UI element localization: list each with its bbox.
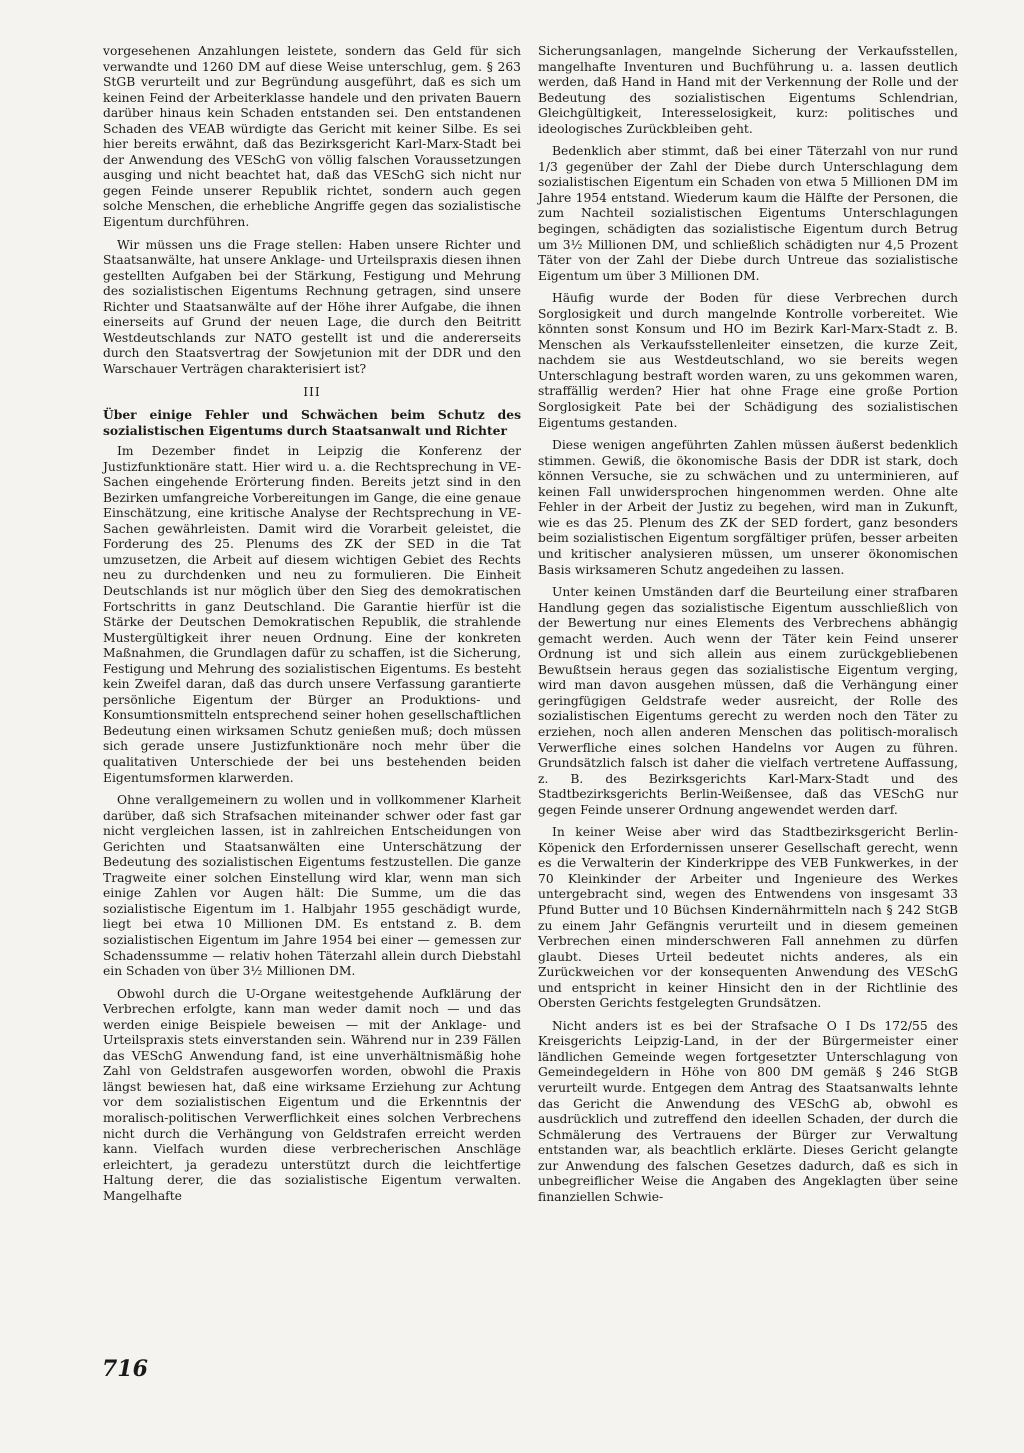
paragraph: Häufig wurde der Boden für diese Verbrechen durch Sorglosigkeit und durch mangelnde Kontrolle vorbereitet. Wie könnten sonst Konsum und HO im Bezirk Karl-Marx-Stadt z. B. Menschen als Verkaufsstellenleiter einsetzen, die kurze Zeit, nachdem sie aus Westdeutschland, wo sie bereits wegen Unterschlagung bestraft worden waren, zu uns gekommen waren, straffällig werden? Hier hat ohne Frage eine große Portion Sorglosigkeit Pate bei der Schädigung des sozialistischen Eigentums gestanden. <box>538 291 958 430</box>
paragraph: Unter keinen Umständen darf die Beurteilung einer strafbaren Handlung gegen das sozialistische Eigentum ausschließlich von der Bewertung nur eines Elements des Verbrechens abhängig gemacht werden. Auch wenn der Täter kein Feind unserer Ordnung ist und sich allein aus einem zurückgebliebenen Bewußtsein heraus gegen das sozialistische Eigentum verging, wird man davon ausgehen müssen, daß die Verhängung einer geringfügigen Geldstrafe weder ausreicht, der Rolle des sozialistischen Eigentums gerecht zu werden noch den Täter zu erziehen, noch allen anderen Menschen das politisch-moralisch Verwerfliche eines solchen Handelns vor Augen zu führen. Grundsätzlich falsch ist daher die vielfach vertretene Auffassung, z. B. des Bezirksgerichts Karl-Marx-Stadt und des Stadtbezirksgerichts Berlin-Weißensee, daß das VESchG nur gegen Feinde unserer Ordnung angewendet werden darf. <box>538 585 958 817</box>
section-number: III <box>303 385 321 400</box>
paragraph: Wir müssen uns die Frage stellen: Haben unsere Richter und Staatsanwälte, hat unsere Anklage- und Urteilspraxis diesen ihnen gestellten Aufgaben bei der Stärkung, Festigung und Mehrung des sozialistischen Eigentums Rechnung getragen, sind unsere Richter und Staatsanwälte auf der Höhe ihrer Aufgabe, die ihnen einerseits auf Grund der neuen Lage, die durch den Beitritt Westdeutschlands zur NATO gestellt ist und die andererseits durch den Staatsvertrag der Sowjetunion mit der DDR und den Warschauer Verträgen charakterisiert ist? <box>103 237 521 376</box>
paragraph: vorgesehenen Anzahlungen leistete, sondern das Geld für sich verwandte und 1260 DM auf diese Weise unterschlug, gem. § 263 StGB verurteilt und zur Begründung ausgeführt, daß es sich um keinen Feind der Arbeiterklasse handele und den privaten Bauern darüber hinaus kein Schaden entstanden sei. Den entstandenen Schaden des VEAB würdigte das Gericht mit keiner Silbe. Es sei hier bereits erwähnt, daß das Bezirksgericht Karl-Marx-Stadt bei der Anwendung des VESchG von völlig falschen Voraussetzungen ausging und nicht beachtet hat, daß das VESchG sich nicht nur gegen Feinde unserer Republik richtet, sondern auch gegen solche Menschen, die erhebliche Angriffe gegen das sozialistische Eigentum durchführen. <box>103 44 521 230</box>
paragraph: Bedenklich aber stimmt, daß bei einer Täterzahl von nur rund 1/3 gegenüber der Zahl der Diebe durch Unterschlagung dem sozialistischen Eigentum ein Schaden von etwa 5 Millionen DM im Jahre 1954 entstand. Wiederum kaum die Hälfte der Personen, die zum Nachteil sozialistischen Eigentums Unterschlagungen begingen, schädigten das sozialistische Eigentum durch Betrug um 3½ Millionen DM, und schließlich schädigten nur 4,5 Prozent Täter von der Zahl der Diebe durch Untreue das sozialistische Eigentum um über 3 Millionen DM. <box>538 144 958 283</box>
paragraph: Diese wenigen angeführten Zahlen müssen äußerst bedenklich stimmen. Gewiß, die ökonomische Basis der DDR ist stark, doch können Versuche, sie zu schwächen und zu unterminieren, auf keinen Fall unwidersprochen hingenommen werden. Ohne alte Fehler in der Arbeit der Justiz zu begehen, wird man in Zukunft, wie es das 25. Plenum des ZK der SED fordert, ganz besonders beim sozialistischen Eigentum sorgfältiger prüfen, besser arbeiten und kritischer analysieren müssen, um unserer ökonomischen Basis wirksameren Schutz angedeihen zu lassen. <box>538 438 958 577</box>
paragraph: Ohne verallgemeinern zu wollen und in vollkommener Klarheit darüber, daß sich Strafsachen miteinander schwer oder fast gar nicht vergleichen lassen, ist in zahlreichen Entscheidungen von Gerichten und Staatsanwälten eine Unterschätzung der Bedeutung des sozialistischen Eigentums festzustellen. Die ganze Tragweite einer solchen Einstellung wird klar, wenn man sich einige Zahlen vor Augen hält: Die Summe, um die das sozialistische Eigentum im 1. Halbjahr 1955 geschädigt wurde, liegt bei etwa 10 Millionen DM. Es entstand z. B. dem sozialistischen Eigentum im Jahre 1954 bei einer — gemessen zur Schadenssumme — relativ hohen Täterzahl allein durch Diebstahl ein Schaden von über 3½ Millionen DM. <box>103 793 521 979</box>
right-column <box>538 44 958 1212</box>
paragraph: Nicht anders ist es bei der Strafsache O I Ds 172/55 des Kreisgerichts Leipzig-Land, in der der Bürgermeister einer ländlichen Gemeinde wegen fortgesetzter Unterschlagung von Gemeindegeldern in Höhe von 800 DM gemäß § 246 StGB verurteilt wurde. Entgegen dem Antrag des Staatsanwalts lehnte das Gericht die Anwendung des VESchG ab, obwohl es ausdrücklich und zutreffend den ideellen Schaden, der durch die Schmälerung des Vertrauens der Bürger zur Verwaltung entstanden war, als beachtlich erklärte. Dieses Gericht gelangte zur Anwendung des falschen Gesetzes dadurch, daß es sich in unbegreiflicher Weise die Angaben des Angeklagten über seine finanziellen Schwie- <box>538 1018 958 1204</box>
paragraph: In keiner Weise aber wird das Stadtbezirksgericht Berlin-Köpenick den Erfordernissen unserer Gesellschaft gerecht, wenn es die Verwalterin der Kinderkrippe des VEB Funkwerkes, in der 70 Kleinkinder der Arbeiter und Ingenieure des Werkes untergebracht sind, wegen des Entwendens von insgesamt 33 Pfund Butter und 10 Büchsen Kindernährmitteln nach § 242 StGB zu einem Jahr Gefängnis verurteilt und in diesem gemeinen Verbrechen einen minderschweren Fall annehmen zu dürfen glaubt. Dieses Urteil bedeutet nichts anderes, als ein Zurückweichen vor der konsequenten Anwendung des VESchG und entspricht in keiner Hinsicht den in der Richtlinie des Obersten Gerichts festgelegten Grundsätzen. <box>538 825 958 1011</box>
paragraph: Im Dezember findet in Leipzig die Konferenz der Justizfunktionäre statt. Hier wird u. a. die Rechtsprechung in VE-Sachen eingehende Erörterung finden. Bereits jetzt sind in den Bezirken umfangreiche Vorbereitungen im Gange, die eine genaue Einschätzung, eine kritische Analyse der Rechtsprechung in VE-Sachen gewährleisten. Damit wird die Vorarbeit geleistet, die Forderung des 25. Plenums des ZK der SED in die Tat umzusetzen, die Arbeit auf diesem wichtigen Gebiet des Rechts neu zu durchdenken und neu zu formulieren. Die Einheit Deutschlands ist nur möglich über den Sieg des demokratischen Fortschritts in ganz Deutschland. Die Garantie hierfür ist die Stärke der Deutschen Demokratischen Republik, die strahlende Mustergültigkeit ihrer neuen Ordnung. Eine der konkreten Maßnahmen, die Grundlagen dafür zu schaffen, ist die Sicherung, Festigung und Mehrung des sozialistischen Eigentums. Es besteht kein Zweifel daran, daß das durch unsere Verfassung garantierte persönliche Eigentum der Bürger an Produktions- und Konsumtionsmitteln entsprechend seiner hohen gesellschaftlichen Bedeutung einen wirksamen Schutz genießen muß; doch müssen sich gerade unsere Justizfunktionäre noch mehr über die qualitativen Unterschiede der bei uns bestehenden beiden Eigentumsformen klarwerden. <box>103 444 521 785</box>
paragraph: Obwohl durch die U-Organe weitestgehende Aufklärung der Verbrechen erfolgte, kann man weder damit noch — und das werden einige Beispiele beweisen — mit der Anklage- und Urteilspraxis stets einverstanden sein. Während nur in 239 Fällen das VESchG Anwendung fand, ist eine unverhältnismäßig hohe Zahl von Geldstrafen ausgeworfen worden, obwohl die Praxis längst bewiesen hat, daß eine wirksame Erziehung zur Achtung vor dem sozialistischen Eigentum und die Erkenntnis der moralisch-politischen Verwerflichkeit eines solchen Verbrechens nicht durch die Verhängung von Geldstrafen erreicht werden kann. Vielfach wurden diese verbrecherischen Anschläge erleichtert, ja geradezu unterstützt durch die leichtfertige Haltung derer, die das sozialistische Eigentum verwalten. Mangelhafte <box>103 986 521 1203</box>
left-column <box>103 44 521 1211</box>
section-heading: Über einige Fehler und Schwächen beim Schutz des sozialistischen Eigentums durch Staatsanwalt und Richter <box>103 407 521 438</box>
page-number: 716 <box>102 1356 148 1382</box>
paragraph: Sicherungsanlagen, mangelnde Sicherung der Verkaufsstellen, mangelhafte Inventuren und Buchführung u. a. lassen deutlich werden, daß Hand in Hand mit der Verkennung der Rolle und der Bedeutung des sozialistischen Eigentums Schlendrian, Gleichgültigkeit, Interesselosigkeit, kurz: politisches und ideologisches Zurückbleiben geht. <box>538 44 958 136</box>
